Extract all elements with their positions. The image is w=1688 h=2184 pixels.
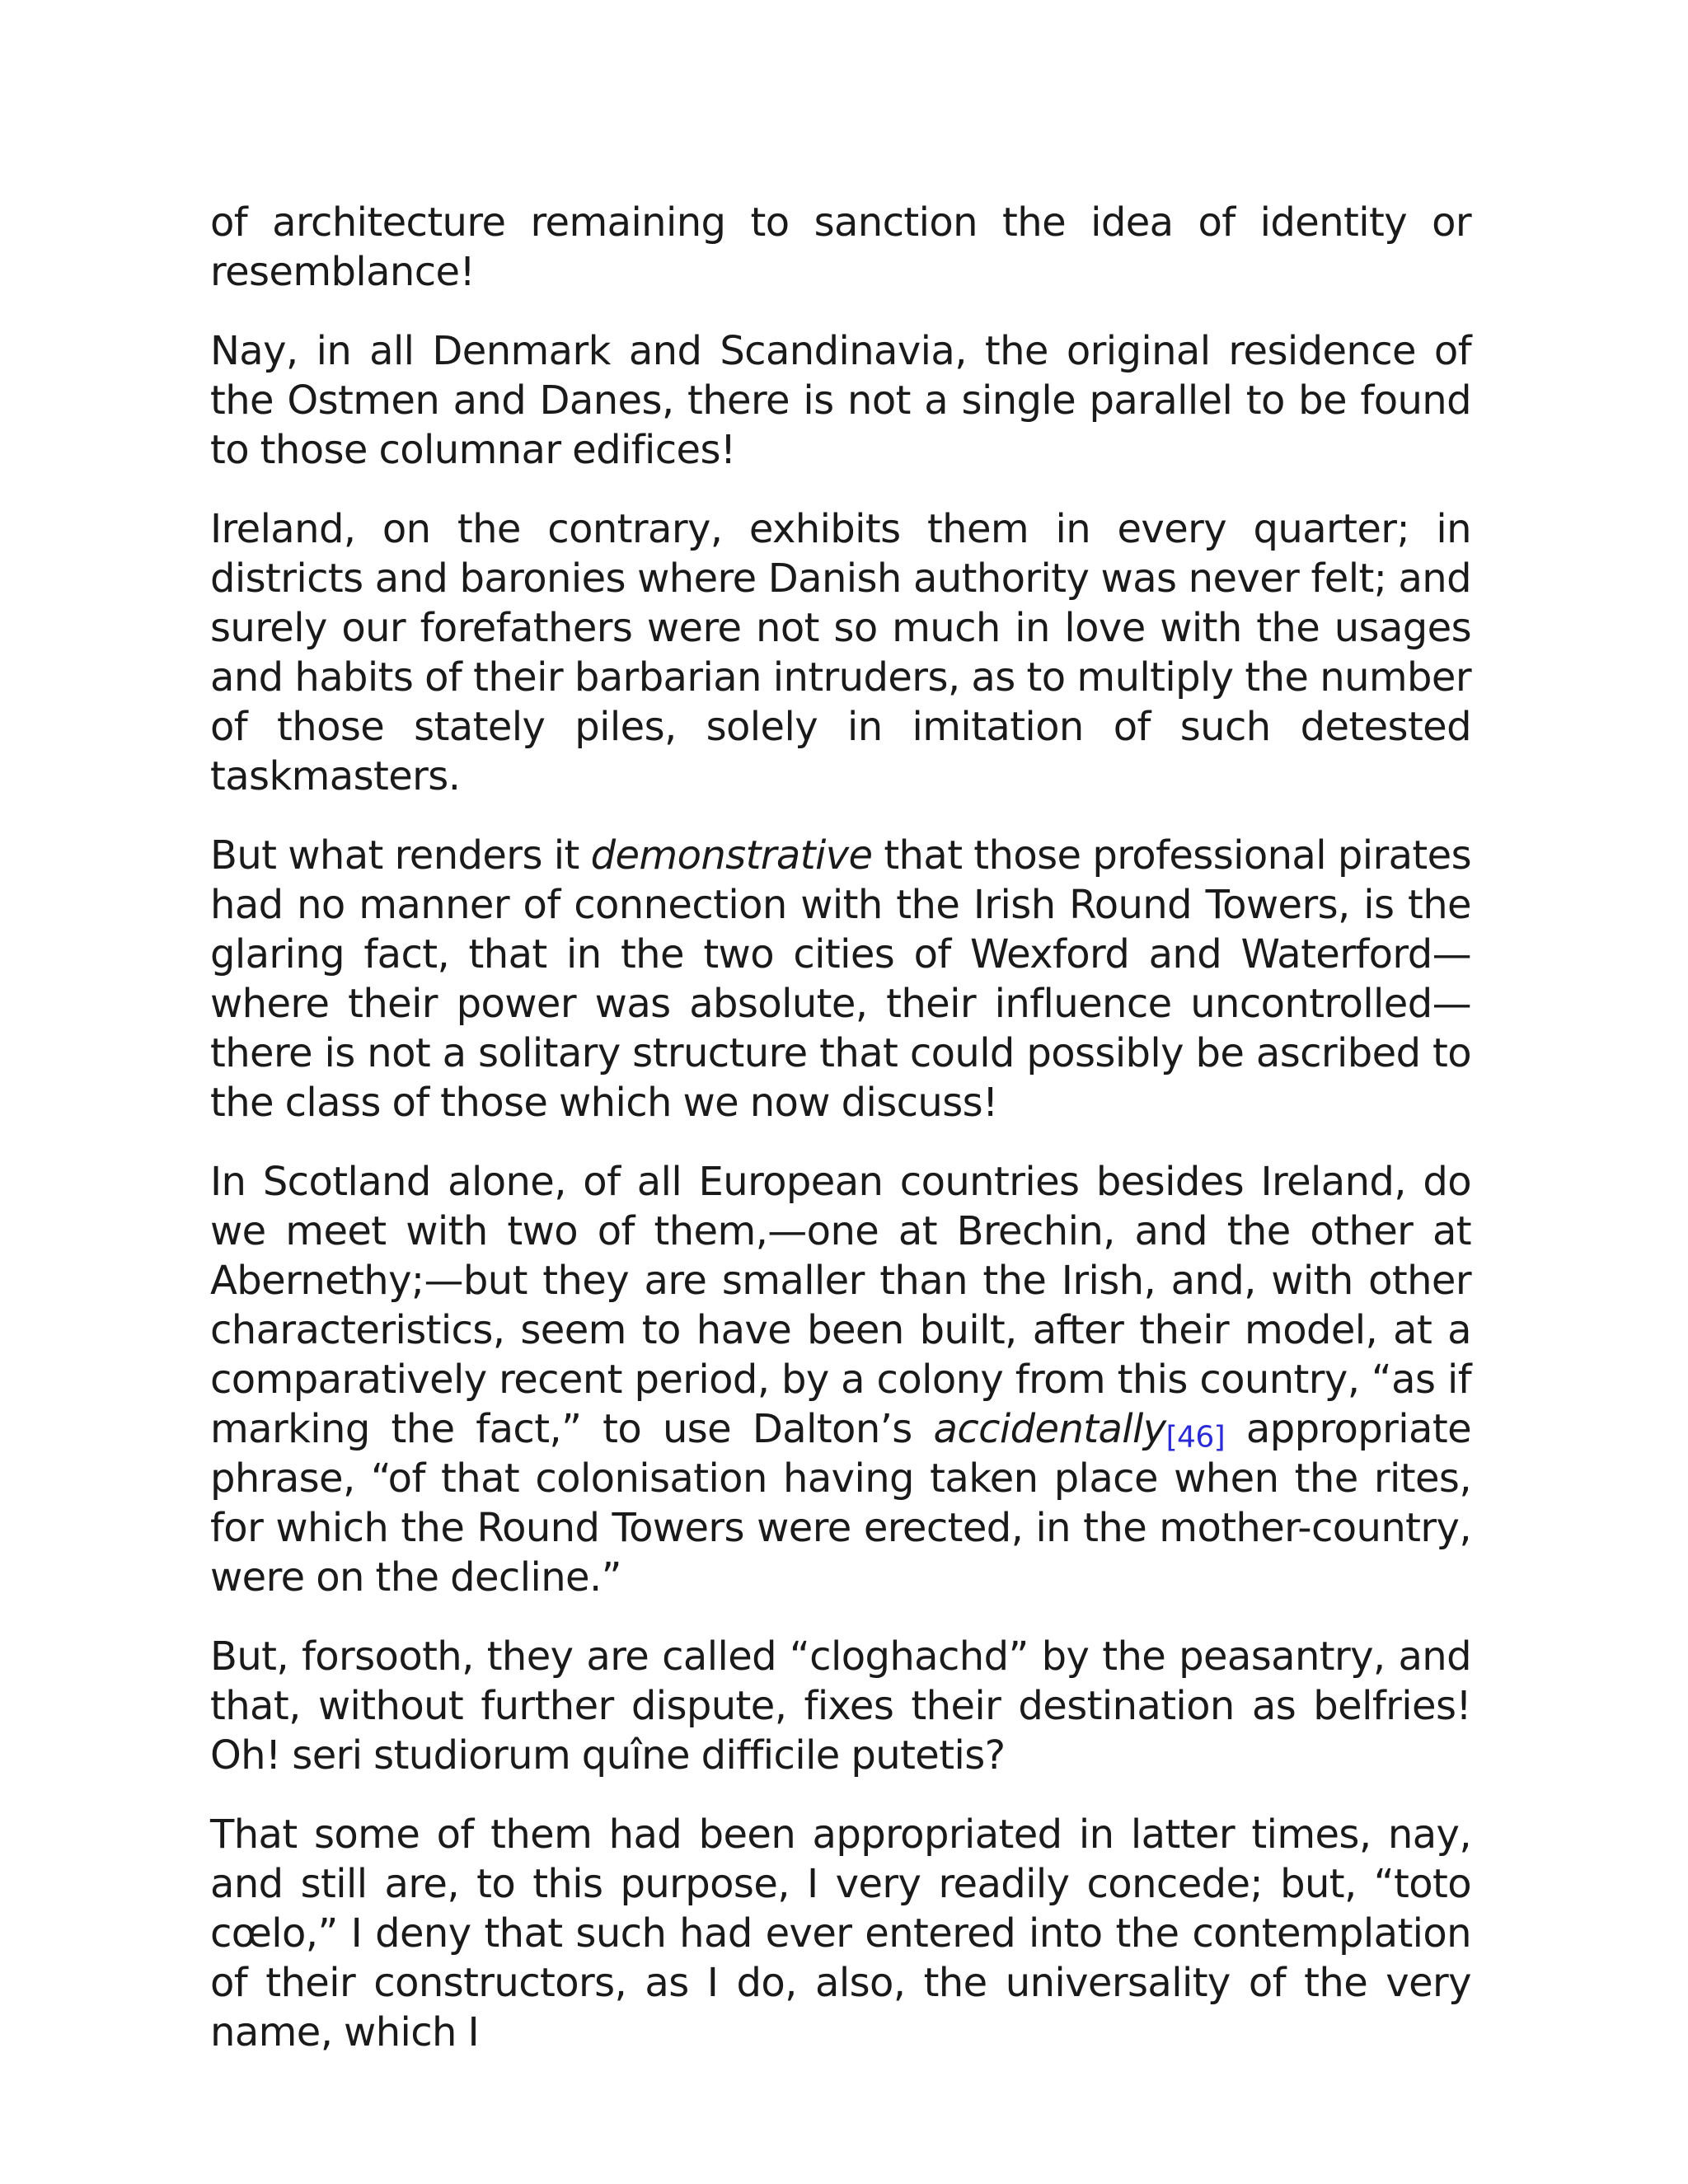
document-page (210, 198, 1471, 2087)
paragraph-3: Ireland, on the contrary, exhibits them in every quarter; in districts and baronies where Danish authority was never felt; and surely our forefathers were not so much in love with the usages and habits of their barbarian intruders, as to multiply the number of those stately piles, solely in imitation of such detested taskmasters. (210, 506, 1471, 799)
paragraph-5 (210, 1157, 1471, 1602)
emphasis-demonstrative: demonstrative (590, 832, 873, 879)
paragraph-1: of architecture remaining to sanction the idea of identity or resemblance! (210, 199, 1471, 295)
paragraph-5-text-end: appropriate phrase, “of that colonisation having taken place when the rites, for which the Round Towers were erected, in the mother-country, were on the decline.” (210, 1406, 1471, 1601)
paragraph-5-text-start: In Scotland alone, of all European countries besides Ireland, do we meet with two of them,—one at Brechin, and the other at Abernethy;—but they are smaller than the Irish, and, with other characteristics, seem to have been built, after their model, at a comparatively recent period, by a colony from this country, “as if marking the fact,” to use Dalton’s (210, 1159, 1471, 1452)
paragraph-4 (210, 831, 1471, 1127)
paragraph-2: Nay, in all Denmark and Scandinavia, the original residence of the Ostmen and Danes, there is not a single parallel to be found to those columnar edifices! (210, 328, 1471, 473)
footnote-link-46[interactable]: [46] (1165, 1420, 1226, 1455)
paragraph-6: But, forsooth, they are called “cloghachd” by the peasantry, and that, without further dispute, fixes their destination as belfries! Oh! seri studiorum quîne difficile putetis? (210, 1633, 1471, 1779)
emphasis-accidentally: accidentally (933, 1406, 1166, 1452)
paragraph-7: That some of them had been appropriated in latter times, nay, and still are, to this purpose, I very readily concede; but, “toto cœlo,” I deny that such had ever entered into the contemplation of their constructors, as I do, also, the universality of the very name, which I (210, 1811, 1471, 2055)
paragraph-4-text-end: that those professional pirates had no manner of connection with the Irish Round Towers, is the glaring fact, that in the two cities of Wexford and Waterford—where their power was absolute, their influence uncontrolled—there is not a solitary structure that could possibly be ascribed to the class of those which we now discuss! (210, 832, 1471, 1126)
paragraph-4-text-start: But what renders it (210, 832, 591, 879)
